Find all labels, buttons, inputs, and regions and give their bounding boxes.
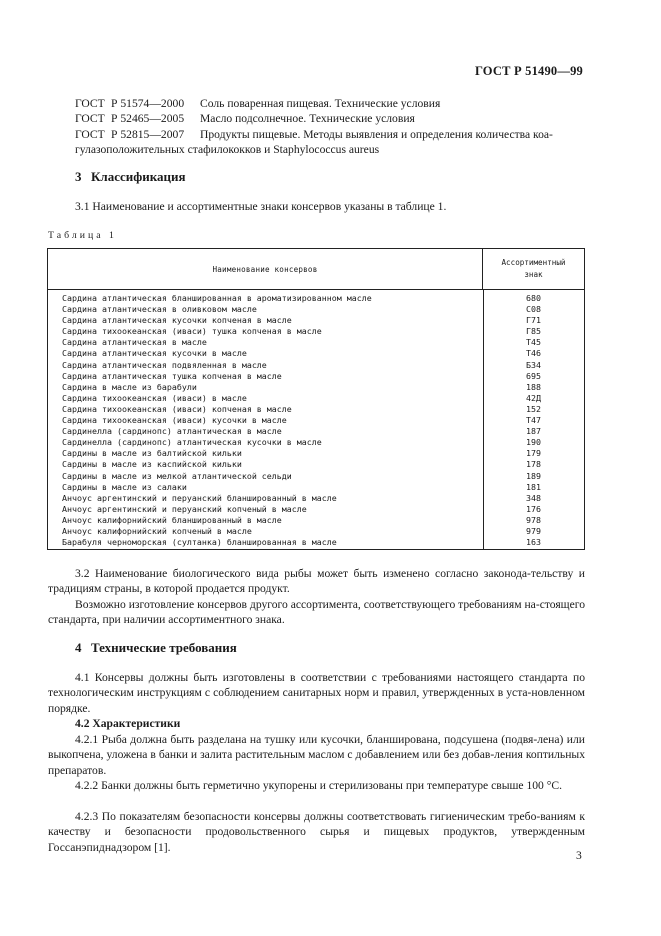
reference-number: Р 52815—2007 xyxy=(111,127,185,141)
product-name-cell: Анчоус калифорнийский бланшированный в масле xyxy=(62,514,282,525)
table-row xyxy=(48,415,584,426)
table-row xyxy=(48,504,584,515)
assortment-sign-cell: 680 xyxy=(526,293,541,303)
section-title: Технические требования xyxy=(91,640,237,655)
reference-line xyxy=(75,111,585,126)
table-row xyxy=(48,459,584,470)
reference-number: Р 52465—2005 xyxy=(111,112,185,126)
assortment-sign-cell: С08 xyxy=(526,304,541,315)
table-body xyxy=(48,293,584,548)
product-name-cell: Сардина атлантическая подвяленная в масле xyxy=(62,359,267,370)
table-row xyxy=(48,337,584,348)
product-name-cell: Сардина в масле из барабули xyxy=(62,381,197,392)
paragraph-4-2-2: 4.2.2 Банки должны быть герметично укупорены и стерилизованы при температуре свыше 100 °С. xyxy=(75,779,563,792)
reference-prefix: ГОСТ xyxy=(75,112,105,126)
table-header-row xyxy=(48,249,584,290)
assortment-sign-cell: 163 xyxy=(526,537,541,548)
assortment-sign-cell: 187 xyxy=(526,426,541,437)
assortment-sign-cell: 152 xyxy=(526,403,541,414)
product-name-cell: Анчоус калифорнийский копченый в масле xyxy=(62,525,252,536)
assortment-sign-cell: 695 xyxy=(526,370,541,381)
product-name-cell: Барабуля черноморская (султанка) бланшированная в масле xyxy=(62,537,337,548)
assortment-sign-cell: 979 xyxy=(526,525,541,536)
table-row xyxy=(48,382,584,393)
product-name-cell: Сардина тихоокеанская (иваси) кусочки в масле xyxy=(62,415,287,426)
assortment-sign-cell: 348 xyxy=(526,492,541,503)
assortment-sign-cell: Т46 xyxy=(526,348,541,359)
product-name-cell: Сардина атлантическая тушка копченая в масле xyxy=(62,370,282,381)
section-3-heading xyxy=(75,169,186,185)
table-row xyxy=(48,371,584,382)
product-name-cell: Анчоус аргентинский и перуанский бланшированный в масле xyxy=(62,492,337,503)
table-row xyxy=(48,526,584,537)
assortment-sign-cell: 178 xyxy=(526,459,541,470)
reference-title: Масло подсолнечное. Технические условия xyxy=(200,112,415,126)
table-row xyxy=(48,537,584,548)
product-name-cell: Сардина тихоокеанская (иваси) тушка копченая в масле xyxy=(62,326,322,337)
table-row xyxy=(48,360,584,371)
table-row xyxy=(48,493,584,504)
reference-number: Р 51574—2000 xyxy=(111,97,185,110)
reference-prefix: ГОСТ xyxy=(75,127,105,141)
reference-title: Соль поваренная пищевая. Технические условия xyxy=(200,97,441,110)
product-name-cell: Сардинелла (сардинопс) атлантическая в масле xyxy=(62,426,282,437)
assortment-sign-cell: 176 xyxy=(526,503,541,514)
section-number: 3 xyxy=(75,169,82,184)
normative-references xyxy=(75,96,585,158)
reference-line xyxy=(75,96,585,111)
assortment-sign-cell: Б34 xyxy=(526,359,541,370)
product-name-cell: Сардины в масле из каспийской кильки xyxy=(62,459,242,470)
table-row xyxy=(48,393,584,404)
product-name-cell: Сардина атлантическая бланшированная в ароматизированном масле xyxy=(62,293,372,303)
table-row xyxy=(48,348,584,359)
assortment-sign-cell: 190 xyxy=(526,437,541,448)
table-row xyxy=(48,426,584,437)
product-name-cell: Сардина атлантическая в оливковом масле xyxy=(62,304,257,315)
product-name-cell: Сардины в масле из салаки xyxy=(62,481,187,492)
assortment-sign-cell: Г85 xyxy=(526,326,541,337)
reference-prefix: ГОСТ xyxy=(75,97,105,110)
assortment-sign-cell: 978 xyxy=(526,514,541,525)
table-row xyxy=(48,515,584,526)
assortment-sign-cell: 188 xyxy=(526,381,541,392)
product-name-cell: Сардины в масле из балтийской кильки xyxy=(62,448,242,459)
product-name-cell: Сардинелла (сардинопс) атлантическая кусочки в масле xyxy=(62,437,322,448)
paragraph-4-2-1: 4.2.1 Рыба должна быть разделана на тушку или кусочки, бланширована, подсушена (подвя-лена) или выкопчена, уложена в банки и залита растительным маслом с добавлением или без добав-ления коптильных препаратов. xyxy=(48,733,585,777)
product-name-cell: Сардина атлантическая кусочки в масле xyxy=(62,348,247,359)
paragraph-4-1: 4.1 Консервы должны быть изготовлены в соответствии с требованиями настоящего стандарта по технологическим инструкциям с соблюдением санитарных норм и правил, утвержденных в уста-новленном порядке. xyxy=(48,671,585,715)
column-header-sign: Ассортиментный знак xyxy=(501,258,566,279)
table-row xyxy=(48,304,584,315)
assortment-sign-cell: Г71 xyxy=(526,315,541,326)
table-row xyxy=(48,482,584,493)
assortment-sign-cell: 181 xyxy=(526,481,541,492)
product-name-cell: Сардина тихоокеанская (иваси) копченая в масле xyxy=(62,403,292,414)
assortment-sign-cell: Т47 xyxy=(526,415,541,426)
table-row xyxy=(48,315,584,326)
product-name-cell: Анчоус аргентинский и перуанский копченый в масле xyxy=(62,503,307,514)
section-number: 4 xyxy=(75,640,82,655)
table-row xyxy=(48,448,584,459)
reference-continuation: гулазоположительных стафилококков и Staphylococcus aureus xyxy=(75,143,380,157)
product-name-cell: Сардина тихоокеанская (иваси) в масле xyxy=(62,392,247,403)
product-name-cell: Сардины в масле из мелкой атлантической сельди xyxy=(62,470,292,481)
paragraph-4-2-3: 4.2.3 По показателям безопасности консервы должны соответствовать гигиеническим требо-ваниям к качеству и безопасности продовольственного сырья и пищевых продуктов, утвержденным Госсанэпиднадзором [1]. xyxy=(48,810,585,854)
product-name-cell: Сардина атлантическая в масле xyxy=(62,337,207,348)
reference-title: Продукты пищевые. Методы выявления и определения количества коа- xyxy=(200,127,553,141)
product-name-cell: Сардина атлантическая кусочки копченая в масле xyxy=(62,315,292,326)
subsection-4-2-heading: 4.2 Характеристики xyxy=(75,717,181,730)
table-caption: Таблица 1 xyxy=(48,230,117,241)
paragraph-3-1: 3.1 Наименование и ассортиментные знаки консервов указаны в таблице 1. xyxy=(75,200,447,213)
assortment-sign-cell: Т45 xyxy=(526,337,541,348)
section-title: Классификация xyxy=(91,169,186,184)
assortment-sign-cell: 42Д xyxy=(526,392,541,403)
column-header-name: Наименование консервов xyxy=(48,249,483,290)
assortment-sign-cell: 179 xyxy=(526,448,541,459)
reference-line xyxy=(75,127,585,142)
table-row xyxy=(48,326,584,337)
table-row xyxy=(48,471,584,482)
table-row xyxy=(48,293,584,304)
section-4-heading xyxy=(75,640,237,656)
table-row xyxy=(48,437,584,448)
assortment-sign-cell: 189 xyxy=(526,470,541,481)
page-number: 3 xyxy=(576,849,582,862)
standard-header: ГОСТ Р 51490—99 xyxy=(474,64,583,78)
paragraph-3-2-b: Возможно изготовление консервов другого ассортимента, соответствующего требованиям на-стоящего стандарта, при наличии ассортиментного знака. xyxy=(48,598,585,627)
table-row xyxy=(48,404,584,415)
paragraph-3-2: 3.2 Наименование биологического вида рыбы может быть изменено согласно законода-тельству и традициям страны, в которой продается продукт. xyxy=(48,567,585,596)
assortment-table xyxy=(47,248,585,550)
